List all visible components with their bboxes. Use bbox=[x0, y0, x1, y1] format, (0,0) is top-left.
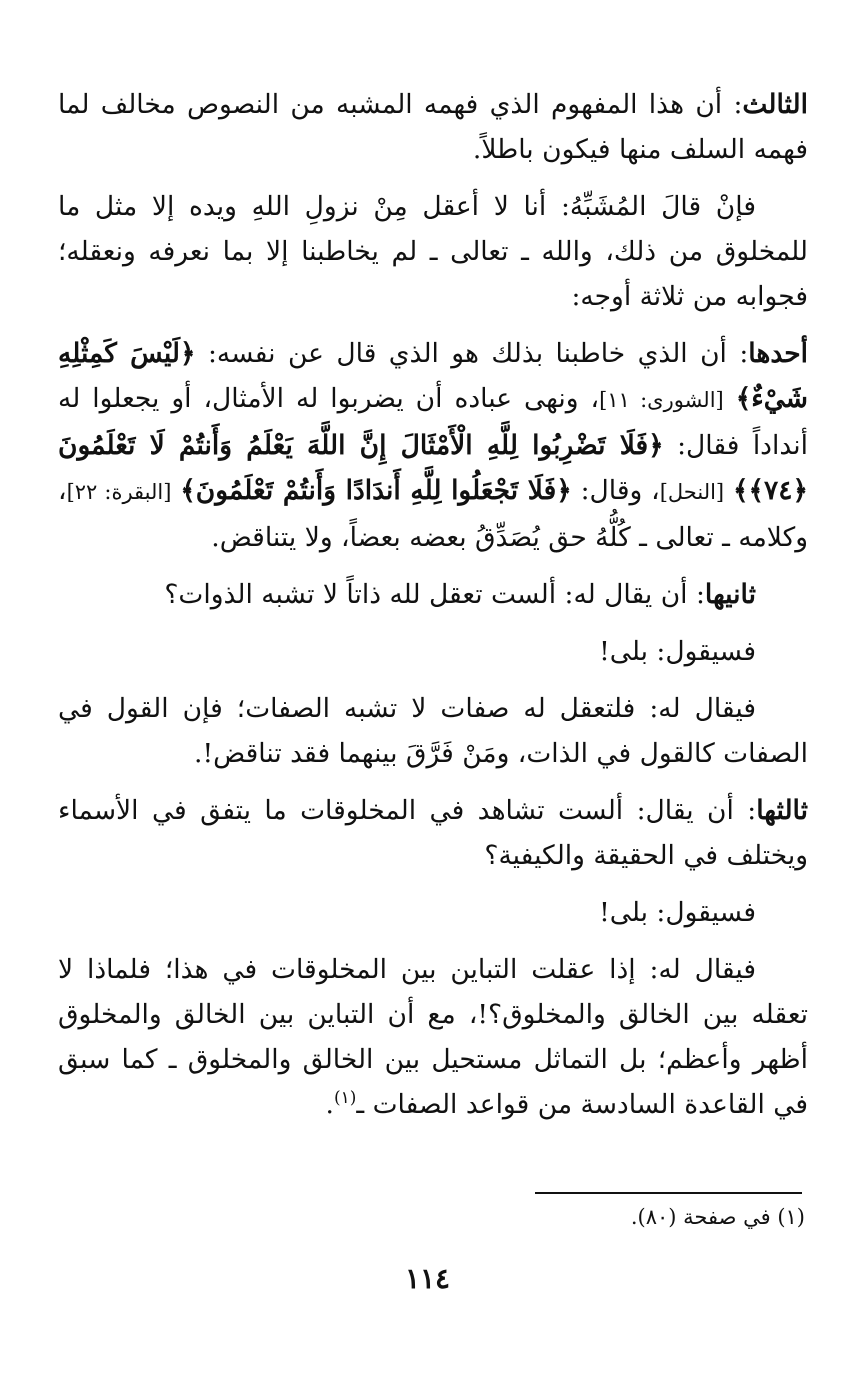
verse-reference: [النحل] bbox=[659, 480, 725, 504]
paragraph-lead-word: الثالث bbox=[742, 89, 808, 120]
paragraph-text: فسيقول: بلى! bbox=[599, 636, 756, 667]
footnote-text: في صفحة (٨٠). bbox=[630, 1205, 778, 1229]
quran-verse: ﴿فَلَا تَضْرِبُوا لِلَّهِ الْأَمْثَالَ إِنَّ اللَّهَ يَعْلَمُ وَأَنتُمْ لَا تَعْلَمُونَ ﴿٧٤﴾﴾ bbox=[58, 430, 809, 506]
paragraph-text: ، وقال: bbox=[571, 475, 660, 506]
footnote-reference[interactable]: (١) bbox=[333, 1088, 357, 1109]
verse-reference: [البقرة: ٢٢] bbox=[66, 480, 172, 504]
paragraph-second-response bbox=[58, 686, 808, 776]
paragraph-text: فيقال له: فلتعقل له صفات لا تشبه الصفات؛ فإن القول في الصفات كالقول في الذات، ومَنْ فَرَّقَ بينهما فقد تناقض!. bbox=[58, 693, 808, 769]
footnote-mark: (١) bbox=[777, 1205, 805, 1229]
paragraph-text: فسيقول: بلى! bbox=[599, 897, 756, 928]
paragraph-third-response bbox=[58, 947, 808, 1127]
paragraph-text: . bbox=[325, 1089, 334, 1120]
paragraph-lead-word: ثالثها bbox=[756, 795, 808, 826]
paragraph-first-point bbox=[58, 331, 808, 560]
paragraph-text: : أن الذي خاطبنا بذلك هو الذي قال عن نفسه: bbox=[195, 338, 749, 369]
paragraph-text: فيقال له: إذا عقلت التباين بين المخلوقات في هذا؛ فلماذا لا تعقله بين الخالق والمخلوق؟!، مع أن التباين بين الخالق والمخلوق أظهر وأعظم؛ بل التماثل مستحيل بين الخالق والمخلوق ـ كما سبق في القاعدة السادسة من قواعد الصفات ـ bbox=[58, 954, 808, 1120]
paragraph-second-reply bbox=[58, 629, 808, 674]
paragraph-lead-word: ثانيها bbox=[704, 579, 756, 610]
verse-reference: [الشورى: ١١] bbox=[599, 388, 724, 412]
paragraph-text: : أن يقال: ألست تشاهد في المخلوقات ما يتفق في الأسماء ويختلف في الحقيقة والكيفية؟ bbox=[58, 795, 808, 871]
paragraph-third-reply bbox=[58, 890, 808, 935]
paragraph-text: : أن هذا المفهوم الذي فهمه المشبه من النصوص مخالف لما فهمه السلف منها فيكون باطلاً. bbox=[58, 89, 808, 165]
paragraph-text: : أن يقال له: ألست تعقل لله ذاتاً لا تشبه الذوات؟ bbox=[164, 579, 705, 610]
paragraph-text: فإنْ قالَ المُشَبِّهُ: أنا لا أعقل مِنْ نزولِ اللهِ ويده إلا مثل ما للمخلوق من ذلك، والله ـ تعالى ـ لم يخاطبنا إلا بما نعرفه ونعقله؛ فجوابه من ثلاثة أوجه: bbox=[58, 191, 808, 312]
paragraph-objection bbox=[58, 184, 808, 319]
paragraph-text: ، ونهى عباده أن يضربوا له الأمثال، أو يجعلوا له أنداداً فقال: bbox=[58, 383, 808, 461]
footnote bbox=[631, 1205, 805, 1229]
page-body bbox=[58, 82, 808, 1139]
page-number: ١١٤ bbox=[404, 1262, 451, 1295]
quran-verse: ﴿فَلَا تَجْعَلُوا لِلَّهِ أَندَادًا وَأَنتُمْ تَعْلَمُونَ﴾ bbox=[180, 475, 572, 506]
paragraph-third-point bbox=[58, 788, 808, 878]
paragraph-lead-word: أحدها bbox=[748, 338, 808, 369]
footnote-divider bbox=[535, 1192, 802, 1194]
paragraph-text: ، وكلامه ـ تعالى ـ كُلُّهُ حق يُصَدِّقُ بعضه بعضاً، ولا يتناقض. bbox=[58, 475, 808, 553]
paragraph-third-point-intro bbox=[58, 82, 808, 172]
paragraph-second-point bbox=[58, 572, 808, 617]
quran-verse: ﴿لَيْسَ كَمِثْلِهِ شَيْءٌ﴾ bbox=[58, 338, 809, 414]
